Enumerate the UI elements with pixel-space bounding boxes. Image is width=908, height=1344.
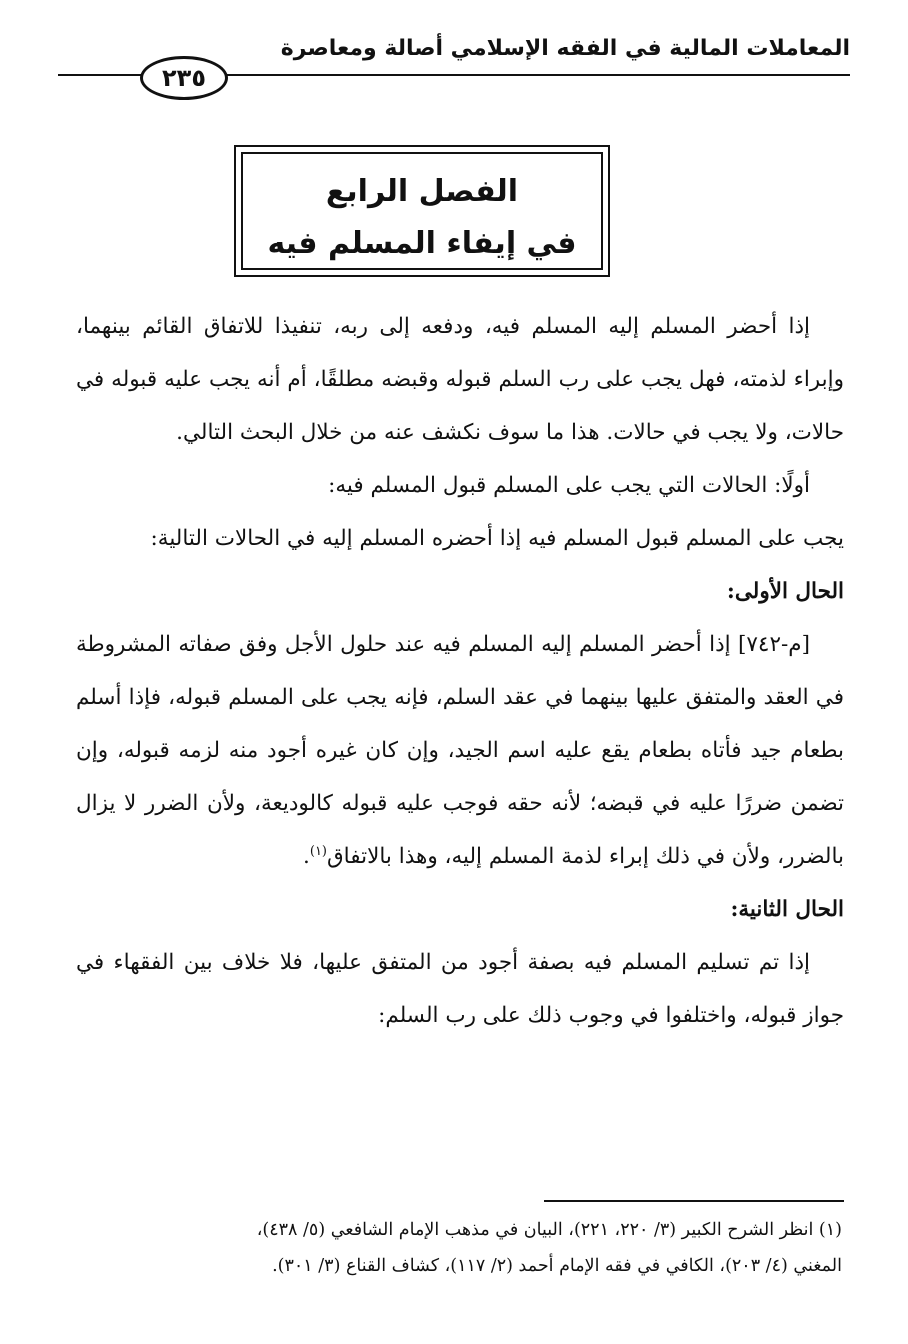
- intro-paragraph: إذا أحضر المسلم إليه المسلم فيه، ودفعه إلى ربه، تنفيذا للاتفاق القائم بينهما، وإبراء لذمته، فهل يجب على رب السلم قبوله وقبضه مطلقًا، أم أنه يجب عليه قبوله في حالات، ولا يجب في حالات. هذا ما سوف نكشف عنه من خلال البحث التالي.: [76, 314, 844, 445]
- case2-paragraph: إذا تم تسليم المسلم فيه بصفة أجود من المتفق عليها، فلا خلاف بين الفقهاء في جواز قبوله، واختلفوا في وجوب ذلك على رب السلم:: [76, 950, 844, 1028]
- footnotes: [70, 1212, 842, 1284]
- footnote-separator: [544, 1200, 844, 1202]
- first-intro-paragraph: يجب على المسلم قبول المسلم فيه إذا أحضره المسلم إليه في الحالات التالية:: [150, 526, 844, 551]
- chapter-title-frame: [234, 145, 610, 277]
- page-number: ٢٣٥: [140, 56, 228, 100]
- chapter-title-inner-frame: [241, 152, 603, 270]
- chapter-title: الفصل الرابع: [325, 174, 519, 209]
- section-heading-first: أولًا: الحالات التي يجب على المسلم قبول المسلم فيه:: [328, 473, 810, 498]
- footnote-line-1: (١) انظر الشرح الكبير (٣/ ٢٢٠، ٢٢١)، البيان في مذهب الإمام الشافعي (٥/ ٤٣٨)،: [256, 1220, 842, 1240]
- case1-text: [م-٧٤٢] إذا أحضر المسلم إليه المسلم فيه عند حلول الأجل وفق صفاته المشروطة في العقد والمتفق عليها بينهما في عقد السلم، فإنه يجب على المسلم قبوله، فإذا أسلم بطعام جيد فأتاه بطعام يقع عليه اسم الجيد، وإن كان غيره أجود منه لزمه قبوله، وإن تضمن ضررًا عليه في قبضه؛ لأنه حقه فوجب عليه قبوله كالوديعة، ولأن الضرر لا يزال بالضرر، ولأن في ذلك إبراء لذمة المسلم إليه، وهذا بالاتفاق: [76, 632, 844, 869]
- case2-heading: الحال الثانية:: [730, 897, 844, 922]
- chapter-subtitle: في إيفاء المسلم فيه: [267, 226, 577, 261]
- case1-paragraph: [76, 618, 844, 883]
- footnote-line-2: المغني (٤/ ٢٠٣)، الكافي في فقه الإمام أحمد (٢/ ١١٧)، كشاف القناع (٣/ ٣٠١).: [272, 1256, 842, 1276]
- footnote-reference: (١): [309, 843, 327, 859]
- case1-heading: الحال الأولى:: [726, 579, 844, 604]
- case1-end: .: [303, 844, 310, 869]
- running-header-title: المعاملات المالية في الفقه الإسلامي أصالة ومعاصرة: [280, 36, 850, 61]
- main-text: [76, 300, 844, 1042]
